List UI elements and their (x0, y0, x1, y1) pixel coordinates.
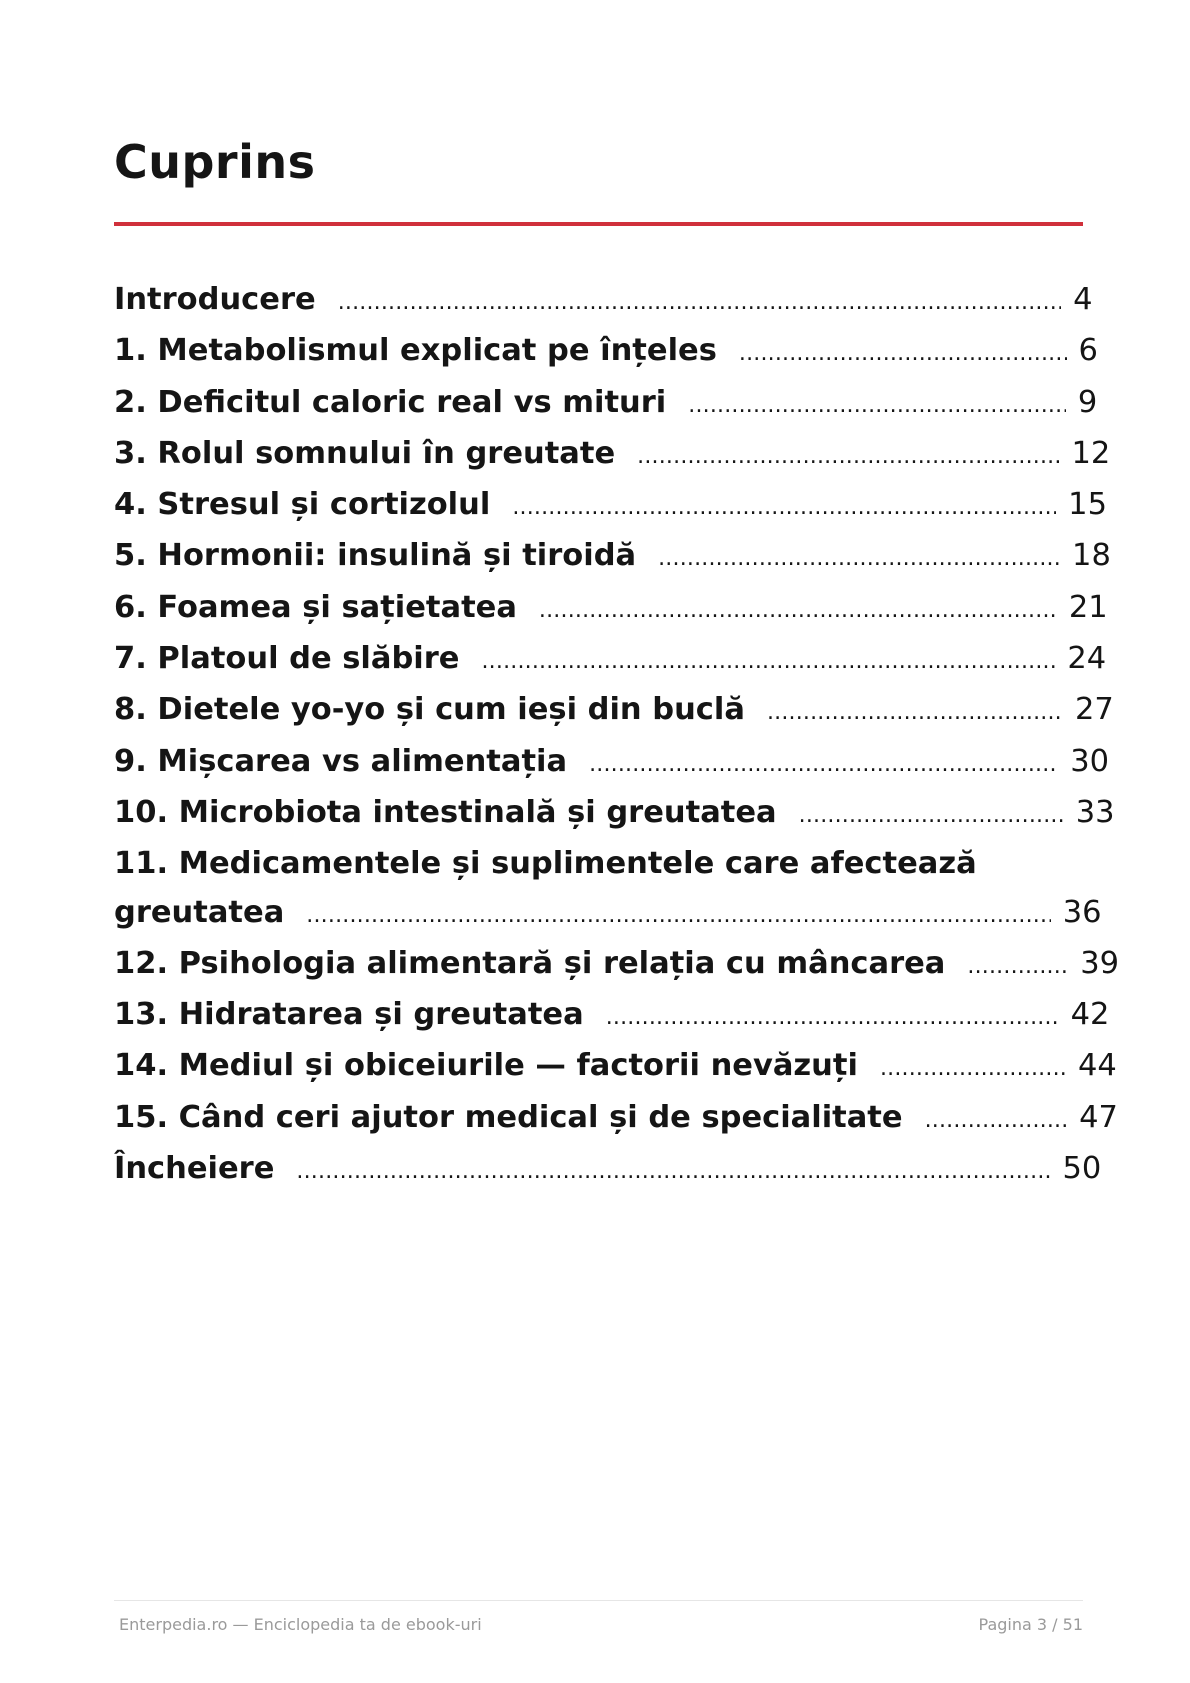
toc-dot-leader (481, 638, 1055, 686)
footer-site-name: Enterpedia.ro — Enciclopedia ta de ebook-uri (119, 1615, 482, 1634)
toc-dot-leader (306, 892, 1050, 940)
toc-entry-page: 27 (1074, 692, 1114, 728)
toc-entry-label: 10. Microbiota intestinală și greutatea (114, 794, 777, 830)
toc-dot-leader (606, 994, 1059, 1042)
toc-entry-page: 15 (1068, 487, 1107, 523)
toc-entry-label: 12. Psihologia alimentară și relația cu mâncarea (114, 945, 946, 981)
toc-entry-page: 24 (1067, 641, 1107, 677)
toc-dot-leader (925, 1097, 1068, 1145)
toc-dot-leader (880, 1045, 1066, 1093)
toc-entry-label: 8. Dietele yo-yo și cum ieși din buclă (114, 692, 745, 728)
toc-dot-leader (688, 382, 1066, 430)
footer-page-number: Pagina 3 / 51 (978, 1615, 1083, 1634)
toc-entry-page: 30 (1070, 743, 1110, 779)
toc-dot-leader (338, 279, 1061, 327)
toc-entry-page: 47 (1079, 1099, 1118, 1135)
footer-divider (114, 1600, 1083, 1601)
toc-entry-page: 4 (1073, 282, 1093, 317)
toc-entry-chapter-1[interactable] (114, 327, 1098, 378)
toc-entry-chapter-13[interactable] (114, 991, 1110, 1042)
toc-entry-introducere[interactable] (114, 276, 1093, 327)
toc-entry-page: 18 (1072, 538, 1111, 574)
toc-entry-label: 9. Mișcarea vs alimentația (114, 743, 568, 779)
toc-entry-chapter-14[interactable] (114, 1042, 1117, 1093)
toc-entry-chapter-2[interactable] (114, 379, 1098, 430)
toc-entry-chapter-4[interactable] (114, 481, 1107, 532)
toc-dot-leader (799, 792, 1064, 840)
toc-entry-page: 21 (1068, 589, 1108, 625)
toc-entry-label: 5. Hormonii: insulină și tiroidă (114, 538, 637, 574)
toc-entry-label-line2: greutatea (114, 894, 285, 930)
toc-entry-page: 33 (1075, 794, 1115, 830)
toc-entry-page: 42 (1070, 997, 1110, 1033)
toc-entry-label: 13. Hidratarea și greutatea (114, 997, 584, 1033)
table-of-contents (114, 276, 1120, 1196)
toc-dot-leader (539, 587, 1057, 635)
toc-dot-leader (739, 330, 1067, 378)
toc-entry-page: 36 (1062, 894, 1102, 930)
toc-entry-label: Introducere (114, 282, 316, 317)
toc-entry-page: 12 (1071, 435, 1111, 471)
toc-entry-label: 1. Metabolismul explicat pe înțeles (114, 333, 717, 369)
toc-entry-chapter-5[interactable] (114, 532, 1111, 583)
toc-entry-page: 6 (1078, 333, 1098, 369)
toc-entry-label: 4. Stresul și cortizolul (114, 487, 491, 523)
toc-entry-label: 15. Când ceri ajutor medical și de specialitate (114, 1099, 903, 1135)
toc-entry-chapter-8[interactable] (114, 686, 1114, 737)
toc-dot-leader (658, 535, 1060, 583)
toc-entry-chapter-15[interactable] (114, 1094, 1118, 1145)
toc-entry-label: 7. Platoul de slăbire (114, 641, 460, 677)
page-title: Cuprins (114, 135, 316, 189)
toc-entry-page: 50 (1062, 1151, 1102, 1187)
toc-dot-leader (967, 943, 1068, 991)
toc-entry-line2 (114, 889, 1102, 940)
toc-entry-label: 2. Deficitul caloric real vs mituri (114, 384, 667, 420)
toc-dot-leader (637, 433, 1059, 481)
toc-entry-chapter-12[interactable] (114, 940, 1120, 991)
toc-entry-label-line1: 11. Medicamentele și suplimentele care afectează (114, 846, 977, 882)
toc-entry-page: 9 (1077, 384, 1098, 420)
toc-entry-chapter-9[interactable] (114, 738, 1110, 789)
toc-entry-page: 39 (1080, 945, 1120, 981)
toc-entry-label: Încheiere (114, 1151, 275, 1187)
toc-entry-label: 6. Foamea și sațietatea (114, 589, 517, 625)
toc-dot-leader (512, 484, 1056, 532)
title-divider (114, 222, 1083, 226)
toc-dot-leader (589, 741, 1058, 789)
toc-entry-incheiere[interactable] (114, 1145, 1102, 1196)
toc-entry-chapter-10[interactable] (114, 789, 1115, 840)
toc-entry-page: 44 (1077, 1048, 1117, 1084)
toc-entry-chapter-3[interactable] (114, 430, 1111, 481)
toc-entry-label: 14. Mediul și obiceiurile — factorii nevăzuți (114, 1048, 858, 1084)
toc-entry-chapter-11[interactable] (114, 840, 1102, 940)
toc-entry-chapter-6[interactable] (114, 584, 1108, 635)
toc-dot-leader (296, 1148, 1050, 1196)
toc-entry-chapter-7[interactable] (114, 635, 1107, 686)
toc-entry-label: 3. Rolul somnului în greutate (114, 435, 616, 471)
toc-dot-leader (767, 689, 1063, 737)
